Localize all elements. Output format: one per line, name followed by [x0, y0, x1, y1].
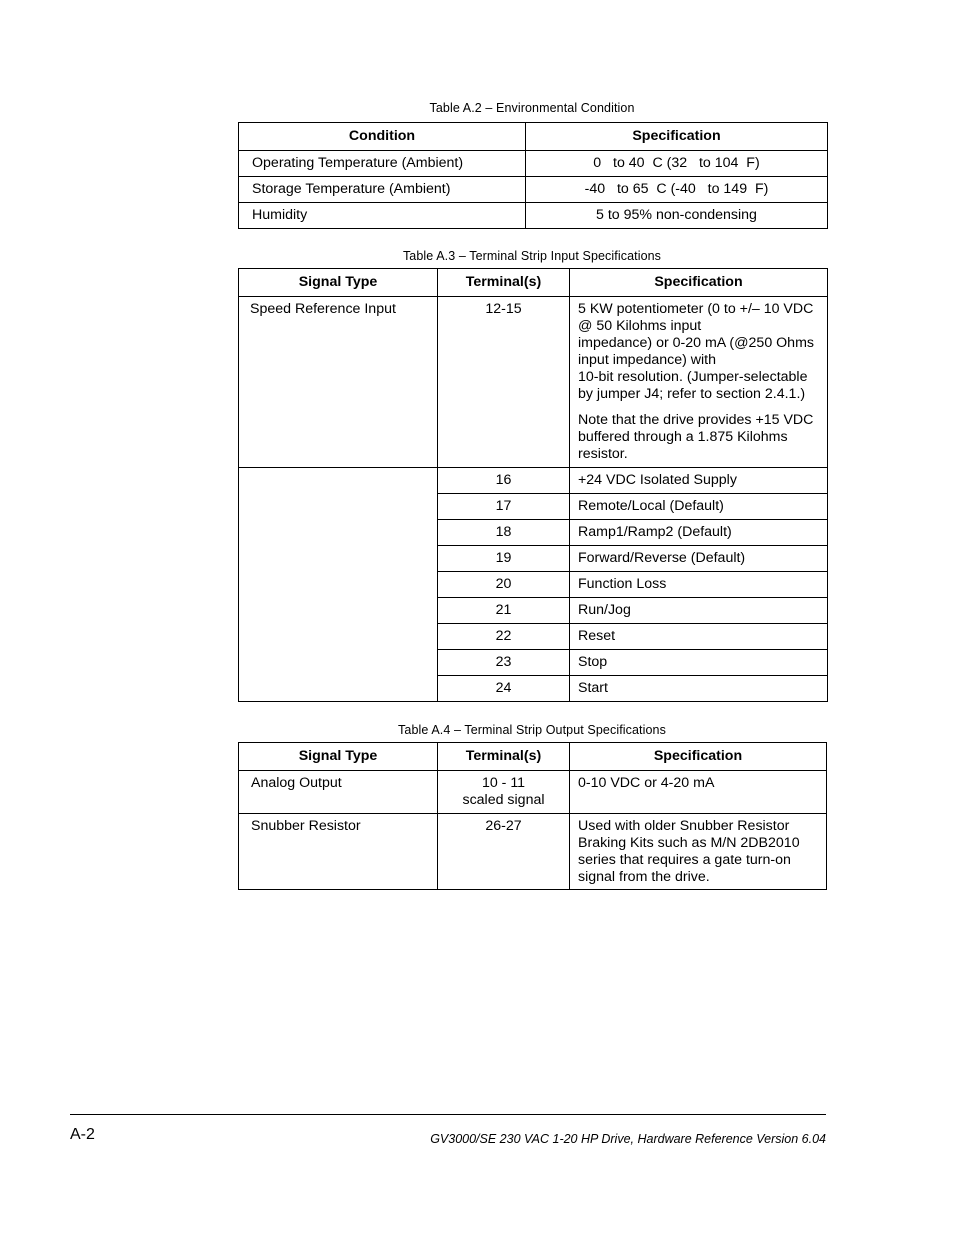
specification-cell: +24 VDC Isolated Supply	[570, 468, 828, 494]
note-line: Note that the drive provides +15 VDC	[578, 412, 814, 428]
terminal-cell: 24	[438, 676, 570, 702]
environmental-condition-table	[238, 122, 828, 229]
terminal-strip-input-table	[238, 268, 828, 702]
terminal-cell: 19	[438, 546, 570, 572]
column-header-specification: Specification	[570, 269, 828, 297]
specification-cell: Stop	[570, 650, 828, 676]
table-header-row	[239, 743, 827, 771]
table-a3-caption: Table A.3 – Terminal Strip Input Specifications	[402, 249, 662, 263]
table-row	[239, 297, 828, 468]
footer-document-title: GV3000/SE 230 VAC 1-20 HP Drive, Hardware Reference Version 6.04	[430, 1132, 826, 1146]
column-header-terminals: Terminal(s)	[438, 743, 570, 771]
table-row	[239, 151, 828, 177]
column-header-condition: Condition	[239, 123, 526, 151]
spec-line: 5 KW potentiometer (0 to +/– 10 VDC	[578, 301, 814, 317]
note-line: resistor.	[578, 446, 628, 462]
specification-cell: 0 to 40 C (32 to 104 F)	[526, 151, 828, 177]
spec-line: series that requires a gate turn-on	[578, 852, 791, 868]
terminal-line: 10 - 11	[481, 775, 526, 791]
terminal-cell	[438, 771, 570, 814]
column-header-terminals: Terminal(s)	[438, 269, 570, 297]
spec-line: @ 50 Kilohms input	[578, 318, 702, 334]
table-row	[239, 468, 828, 494]
page-number: A-2	[70, 1126, 95, 1143]
terminal-strip-output-table	[238, 742, 827, 890]
terminal-cell	[438, 814, 570, 890]
specification-cell: -40 to 65 C (-40 to 149 F)	[526, 177, 828, 203]
spec-line: impedance) or 0-20 mA (@250 Ohms	[578, 335, 814, 351]
table-row	[239, 177, 828, 203]
specification-cell: Start	[570, 676, 828, 702]
terminal-cell: 18	[438, 520, 570, 546]
terminal-cell: 12-15	[438, 297, 570, 468]
terminal-cell: 20	[438, 572, 570, 598]
terminal-cell: 22	[438, 624, 570, 650]
table-a4-caption: Table A.4 – Terminal Strip Output Specifications	[398, 723, 666, 737]
column-header-signal-type: Signal Type	[239, 269, 438, 297]
terminal-cell: 16	[438, 468, 570, 494]
empty-signal-type-cell	[239, 468, 438, 702]
signal-type-cell: Analog Output	[239, 771, 438, 814]
table-row	[239, 771, 827, 814]
specification-cell: 5 to 95% non-condensing	[526, 203, 828, 229]
spec-line: input impedance) with	[578, 352, 717, 368]
terminal-line: 26-27	[485, 818, 522, 834]
specification-cell	[570, 814, 827, 890]
spec-line: 10-bit resolution. (Jumper-selectable	[578, 369, 808, 385]
specification-cell: Forward/Reverse (Default)	[570, 546, 828, 572]
spec-line: Braking Kits such as M/N 2DB2010	[578, 835, 800, 851]
signal-type-cell: Speed Reference Input	[239, 297, 438, 468]
table-row	[239, 814, 827, 890]
column-header-signal-type: Signal Type	[239, 743, 438, 771]
terminal-cell: 17	[438, 494, 570, 520]
table-header-row	[239, 123, 828, 151]
terminal-cell: 21	[438, 598, 570, 624]
spec-line: signal from the drive.	[578, 869, 710, 885]
table-header-row	[239, 269, 828, 297]
condition-cell: Operating Temperature (Ambient)	[239, 151, 526, 177]
spec-line: by jumper J4; refer to section 2.4.1.)	[578, 386, 806, 402]
terminal-cell: 23	[438, 650, 570, 676]
specification-cell: Reset	[570, 624, 828, 650]
specification-cell	[570, 297, 828, 468]
spec-line: Used with older Snubber Resistor	[578, 818, 790, 834]
signal-type-cell: Snubber Resistor	[239, 814, 438, 890]
table-row	[239, 203, 828, 229]
spec-line: 0-10 VDC or 4-20 mA	[578, 775, 715, 791]
condition-cell: Storage Temperature (Ambient)	[239, 177, 526, 203]
note-line: buffered through a 1.875 Kilohms	[578, 429, 788, 445]
column-header-specification: Specification	[570, 743, 827, 771]
column-header-specification: Specification	[526, 123, 828, 151]
specification-cell: Remote/Local (Default)	[570, 494, 828, 520]
specification-cell: Function Loss	[570, 572, 828, 598]
specification-cell: Ramp1/Ramp2 (Default)	[570, 520, 828, 546]
footer-rule	[70, 1114, 826, 1115]
specification-cell: Run/Jog	[570, 598, 828, 624]
condition-cell: Humidity	[239, 203, 526, 229]
specification-cell	[570, 771, 827, 814]
terminal-line: scaled signal	[462, 792, 545, 808]
table-a2-caption: Table A.2 – Environmental Condition	[429, 101, 635, 115]
